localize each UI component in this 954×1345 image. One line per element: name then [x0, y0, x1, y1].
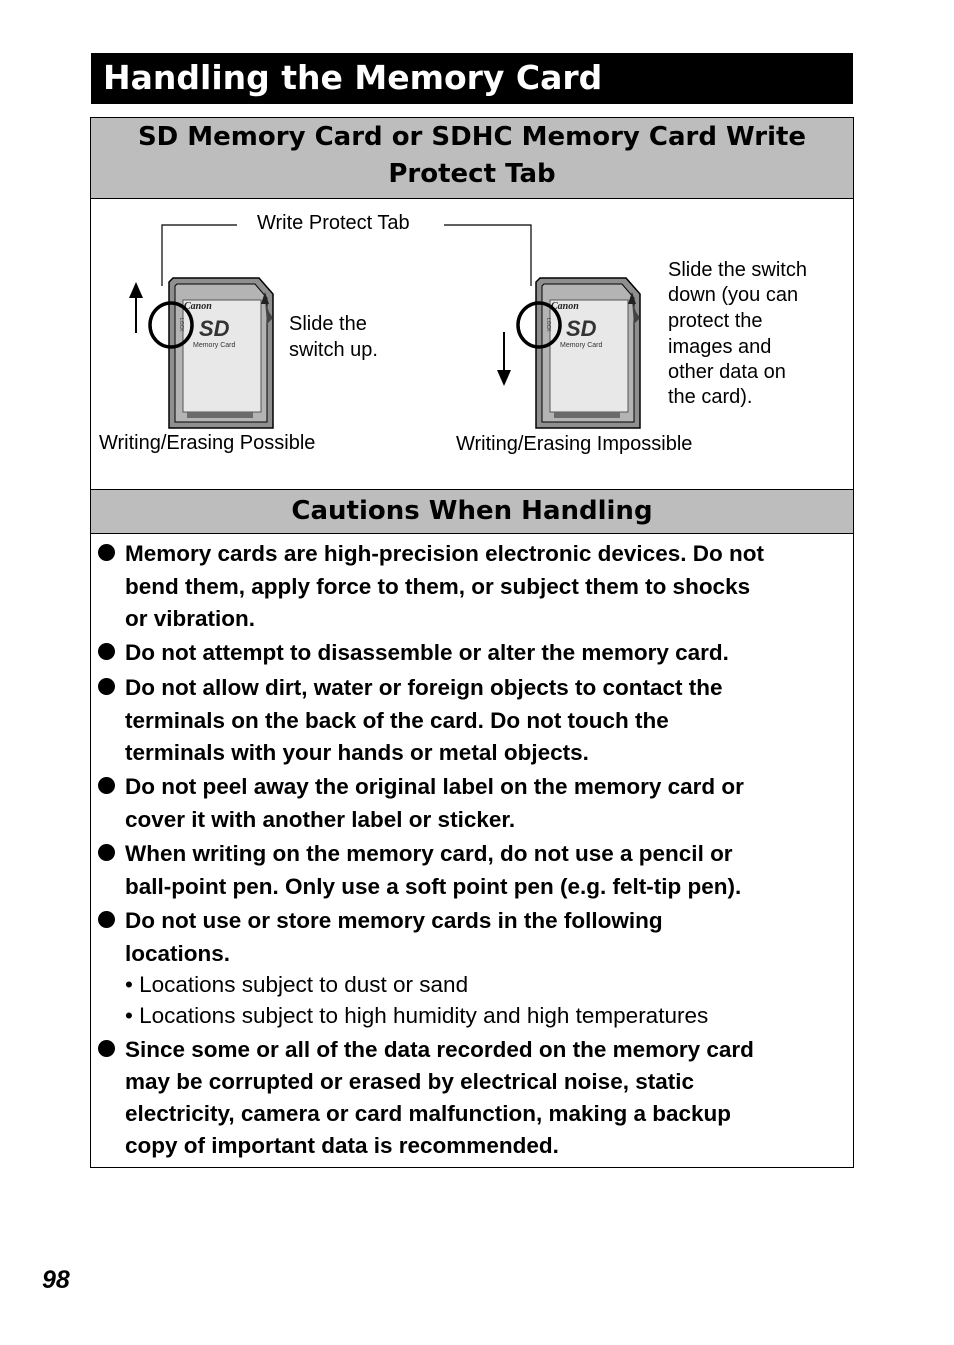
title-bar	[91, 53, 853, 104]
caution-line: may be corrupted or erased by electrical noise, static	[125, 1069, 694, 1094]
caution-line: When writing on the memory card, do not use a pencil or	[125, 841, 733, 866]
page-number: 98	[42, 1266, 70, 1294]
write-protect-diagram	[91, 118, 853, 488]
section-heading-cautions	[91, 489, 853, 534]
caution-line: ball-point pen. Only use a soft point pen (e.g. felt-tip pen).	[125, 873, 742, 899]
right-instruction-line-5: other data on	[668, 361, 786, 383]
section-heading-line-2: Protect Tab	[388, 159, 556, 189]
bullet-dot-icon	[98, 1040, 115, 1057]
right-instruction-line-3: protect the	[668, 310, 763, 332]
bullet-dot-icon	[98, 678, 115, 695]
caution-line: bend them, apply force to them, or subject them to shocks	[125, 573, 751, 599]
caution-line: locations.	[125, 940, 231, 966]
caution-line: electricity, camera or card malfunction, making a backup	[125, 1101, 732, 1126]
left-caption: Writing/Erasing Possible	[99, 432, 316, 454]
write-protect-tab-label: Write Protect Tab	[254, 211, 413, 236]
caution-line: Do not peel away the original label on the memory card or	[125, 774, 744, 799]
content-box	[90, 117, 854, 1168]
sd-card-left-image	[169, 278, 273, 428]
caution-line: Memory cards are high-precision electronic devices. Do not	[125, 541, 764, 566]
caution-line: or vibration.	[125, 606, 256, 631]
location-sub-item: • Locations subject to dust or sand	[125, 972, 469, 997]
right-caption: Writing/Erasing Impossible	[456, 433, 693, 455]
caution-line: terminals on the back of the card. Do not touch the	[125, 707, 669, 733]
caution-line: Do not use or store memory cards in the following	[125, 908, 663, 933]
caution-line: Since some or all of the data recorded on the memory card	[125, 1037, 754, 1062]
page-title: Handling the Memory Card	[103, 58, 603, 97]
right-instruction-line-2: down (you can	[668, 284, 799, 306]
location-sub-item: • Locations subject to high humidity and high temperatures	[125, 1003, 709, 1028]
bullet-dot-icon	[98, 911, 115, 928]
bullet-dot-icon	[98, 844, 115, 861]
right-instruction-line-4: images and	[668, 336, 772, 358]
caution-line: Do not attempt to disassemble or alter the memory card.	[125, 640, 729, 665]
caution-line: terminals with your hands or metal objects.	[125, 740, 589, 765]
sd-card-right-image	[536, 278, 640, 428]
caution-line: copy of important data is recommended.	[125, 1133, 559, 1158]
caution-line: Do not allow dirt, water or foreign objects to contact the	[125, 675, 723, 700]
cautions-heading-text: Cautions When Handling	[291, 496, 653, 526]
right-instruction-line-6: the card).	[668, 386, 753, 408]
left-instruction-line-2: switch up.	[289, 339, 378, 361]
left-instruction-line-1: Slide the	[289, 313, 367, 335]
bullet-dot-icon	[98, 777, 115, 794]
bullet-dot-icon	[98, 643, 115, 660]
right-instruction-line-1: Slide the switch	[668, 259, 807, 281]
bullet-dot-icon	[98, 544, 115, 561]
diagram-graphics: Canon SD Memory Card LOCK	[91, 118, 853, 488]
section-heading-line-1: SD Memory Card or SDHC Memory Card Write	[137, 122, 807, 152]
caution-line: cover it with another label or sticker.	[125, 806, 516, 832]
